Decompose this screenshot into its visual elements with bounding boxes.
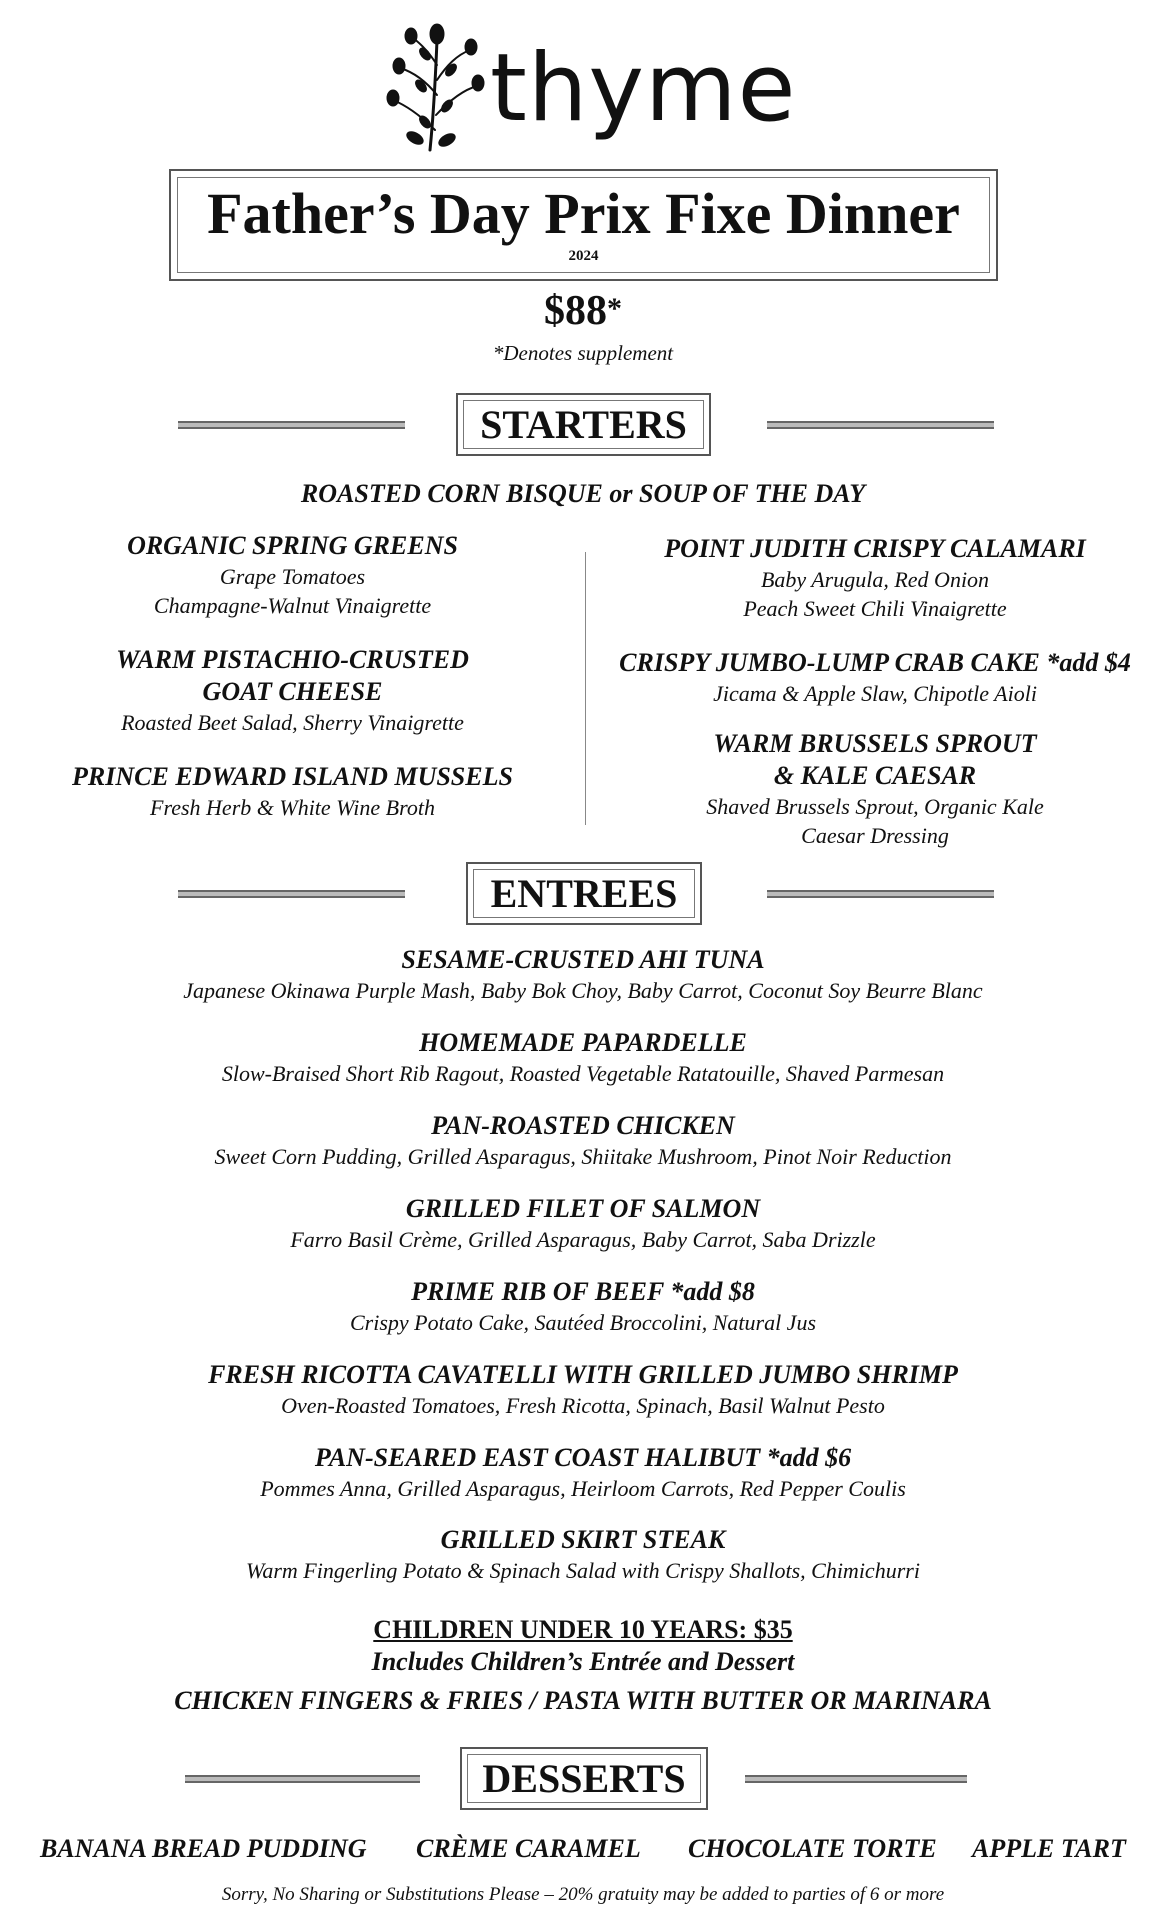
starter-desc: Roasted Beet Salad, Sherry Vinaigrette <box>121 710 464 735</box>
column-divider <box>585 552 586 825</box>
entree-item <box>0 1359 1166 1420</box>
starter-name: WARM PISTACHIO-CRUSTED <box>116 645 469 674</box>
starter-item <box>30 644 555 737</box>
dessert-item: BANANA BREAD PUDDING <box>40 1834 367 1863</box>
starter-desc: Champagne-Walnut Vinaigrette <box>153 593 432 618</box>
starter-item <box>30 530 555 620</box>
divider-rule <box>178 421 405 429</box>
entree-desc: Japanese Okinawa Purple Mash, Baby Bok Choy, Baby Carrot, Coconut Soy Beurre Blanc <box>183 978 983 1003</box>
starter-item <box>600 533 1150 623</box>
entree-name: GRILLED SKIRT STEAK <box>440 1525 726 1554</box>
entree-name: PAN-SEARED EAST COAST HALIBUT *add $6 <box>314 1443 852 1472</box>
section-desserts <box>460 1747 708 1810</box>
entree-desc: Pommes Anna, Grilled Asparagus, Heirloom Carrots, Red Pepper Coulis <box>260 1476 906 1501</box>
starter-item <box>600 728 1150 850</box>
starter-soup: ROASTED CORN BISQUE or SOUP OF THE DAY <box>300 479 866 508</box>
section-heading: ENTREES <box>473 869 695 918</box>
section-entrees <box>466 862 702 925</box>
starter-desc: Fresh Herb & White Wine Broth <box>150 795 435 820</box>
divider-rule <box>767 421 994 429</box>
starter-name: ORGANIC SPRING GREENS <box>127 531 458 560</box>
entree-item <box>0 1276 1166 1337</box>
section-heading: STARTERS <box>463 400 704 449</box>
dessert-item: CRÈME CARAMEL <box>416 1834 641 1863</box>
starter-desc: Baby Arugula, Red Onion <box>760 567 990 592</box>
divider-rule <box>767 890 994 898</box>
starter-name: & KALE CAESAR <box>773 761 977 790</box>
supplement-note: *Denotes supplement <box>492 341 674 365</box>
divider-rule <box>178 890 405 898</box>
starter-name: CRISPY JUMBO-LUMP CRAB CAKE *add $4 <box>619 648 1131 677</box>
price-mark: * <box>607 292 622 325</box>
entree-name: PRIME RIB OF BEEF *add $8 <box>411 1277 755 1306</box>
children-heading: CHILDREN UNDER 10 YEARS: $35 <box>373 1615 793 1644</box>
menu-year: 2024 <box>568 248 599 264</box>
entree-desc: Warm Fingerling Potato & Spinach Salad with Crispy Shallots, Chimichurri <box>246 1558 920 1583</box>
entree-item <box>0 1027 1166 1088</box>
divider-rule <box>185 1775 420 1783</box>
starter-desc: Jicama & Apple Slaw, Chipotle Aioli <box>713 681 1037 706</box>
dessert-item: APPLE TART <box>972 1834 1126 1863</box>
entree-name: HOMEMADE PAPARDELLE <box>419 1028 747 1057</box>
entree-name: SESAME-CRUSTED AHI TUNA <box>401 945 765 974</box>
entree-desc: Farro Basil Crème, Grilled Asparagus, Baby Carrot, Saba Drizzle <box>290 1227 876 1252</box>
price-value: $88 <box>544 288 607 334</box>
prix-fixe-price <box>0 288 1166 334</box>
title-box <box>169 169 998 281</box>
starter-name: WARM BRUSSELS SPROUT <box>713 729 1037 758</box>
section-heading: DESSERTS <box>467 1754 701 1803</box>
entree-desc: Oven-Roasted Tomatoes, Fresh Ricotta, Spinach, Basil Walnut Pesto <box>281 1393 885 1418</box>
entree-desc: Sweet Corn Pudding, Grilled Asparagus, Shiitake Mushroom, Pinot Noir Reduction <box>214 1144 952 1169</box>
entree-item <box>0 944 1166 1005</box>
divider-rule <box>745 1775 967 1783</box>
section-starters <box>456 393 711 456</box>
starter-item <box>30 761 555 822</box>
children-includes: Includes Children’s Entrée and Dessert <box>371 1647 795 1676</box>
starter-name: PRINCE EDWARD ISLAND MUSSELS <box>72 762 513 791</box>
starter-item <box>600 647 1150 708</box>
starter-desc: Shaved Brussels Sprout, Organic Kale <box>706 794 1044 819</box>
footer-note: Sorry, No Sharing or Substitutions Please – 20% gratuity may be added to parties of 6 or more <box>221 1884 945 1905</box>
children-options: CHICKEN FINGERS & FRIES / PASTA WITH BUTTER OR MARINARA <box>174 1686 992 1715</box>
starter-desc: Caesar Dressing <box>801 823 949 848</box>
entree-item <box>0 1193 1166 1254</box>
starter-name: POINT JUDITH CRISPY CALAMARI <box>664 534 1086 563</box>
starter-name: GOAT CHEESE <box>202 677 383 706</box>
entree-desc: Slow-Braised Short Rib Ragout, Roasted Vegetable Ratatouille, Shaved Parmesan <box>221 1061 945 1086</box>
page-title: Father’s Day Prix Fixe Dinner <box>207 181 960 246</box>
brand-wordmark: thyme <box>490 34 797 143</box>
entree-item <box>0 1442 1166 1503</box>
dessert-item: CHOCOLATE TORTE <box>688 1834 937 1863</box>
entree-name: FRESH RICOTTA CAVATELLI WITH GRILLED JUMBO SHRIMP <box>208 1360 958 1389</box>
starter-desc: Peach Sweet Chili Vinaigrette <box>743 596 1007 621</box>
starter-desc: Grape Tomatoes <box>219 564 366 589</box>
entree-item <box>0 1524 1166 1585</box>
entree-item <box>0 1110 1166 1171</box>
entree-desc: Crispy Potato Cake, Sautéed Broccolini, Natural Jus <box>349 1310 817 1335</box>
entree-name: PAN-ROASTED CHICKEN <box>431 1111 735 1140</box>
entree-name: GRILLED FILET OF SALMON <box>405 1194 761 1223</box>
